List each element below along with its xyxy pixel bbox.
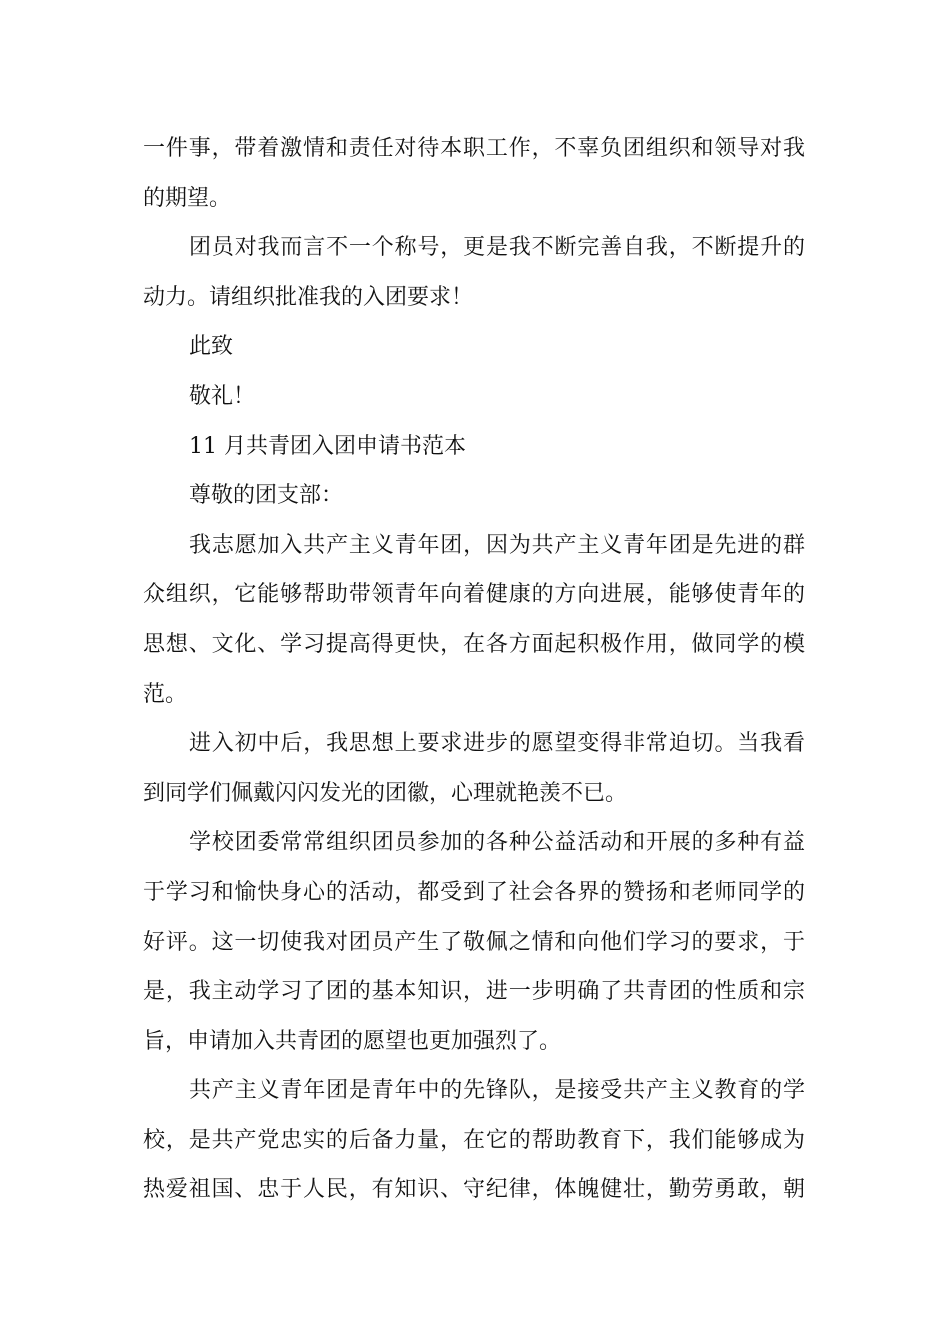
text-line: 是，我主动学习了团的基本知识，进一步明确了共青团的性质和宗 [143, 979, 805, 1005]
document-body [143, 124, 805, 1215]
closing-line: 此致 [189, 334, 234, 360]
salutation: 尊敬的团支部： [189, 483, 344, 509]
section-title: 11 月共青团入团申请书范本 [189, 433, 466, 459]
text-line: 进入初中后，我思想上要求进步的愿望变得非常迫切。当我看 [189, 731, 805, 757]
text-line: 好评。这一切使我对团员产生了敬佩之情和向他们学习的要求，于 [143, 929, 805, 955]
text-line: 众组织，它能够帮助带领青年向着健康的方向进展，能够使青年的 [143, 582, 805, 608]
text-line: 共产主义青年团是青年中的先锋队，是接受共产主义教育的学 [189, 1078, 805, 1104]
text-line: 于学习和愉快身心的活动，都受到了社会各界的赞扬和老师同学的 [143, 879, 805, 905]
text-line: 一件事，带着激情和责任对待本职工作，不辜负团组织和领导对我 [143, 136, 805, 161]
text-line: 学校团委常常组织团员参加的各种公益活动和开展的多种有益 [189, 830, 805, 856]
text-line: 热爱祖国、忠于人民，有知识、守纪律，体魄健壮，勤劳勇敢，朝 [143, 1177, 805, 1203]
text-line: 范。 [143, 681, 188, 707]
text-line: 旨，申请加入共青团的愿望也更加强烈了。 [143, 1028, 562, 1054]
text-line: 团员对我而言不一个称号，更是我不断完善自我，不断提升的 [189, 235, 805, 261]
text-line: 动力。请组织批准我的入团要求！ [143, 284, 474, 310]
text-line: 的期望。 [143, 185, 232, 211]
closing-line: 敬礼！ [189, 383, 256, 409]
text-line: 到同学们佩戴闪闪发光的团徽，心理就艳羡不已。 [143, 780, 628, 806]
text-line: 我志愿加入共产主义青年团，因为共产主义青年团是先进的群 [189, 532, 805, 558]
text-line: 校，是共产党忠实的后备力量，在它的帮助教育下，我们能够成为 [143, 1127, 805, 1153]
text-line: 思想、文化、学习提高得更快，在各方面起积极作用，做同学的模 [143, 631, 805, 657]
